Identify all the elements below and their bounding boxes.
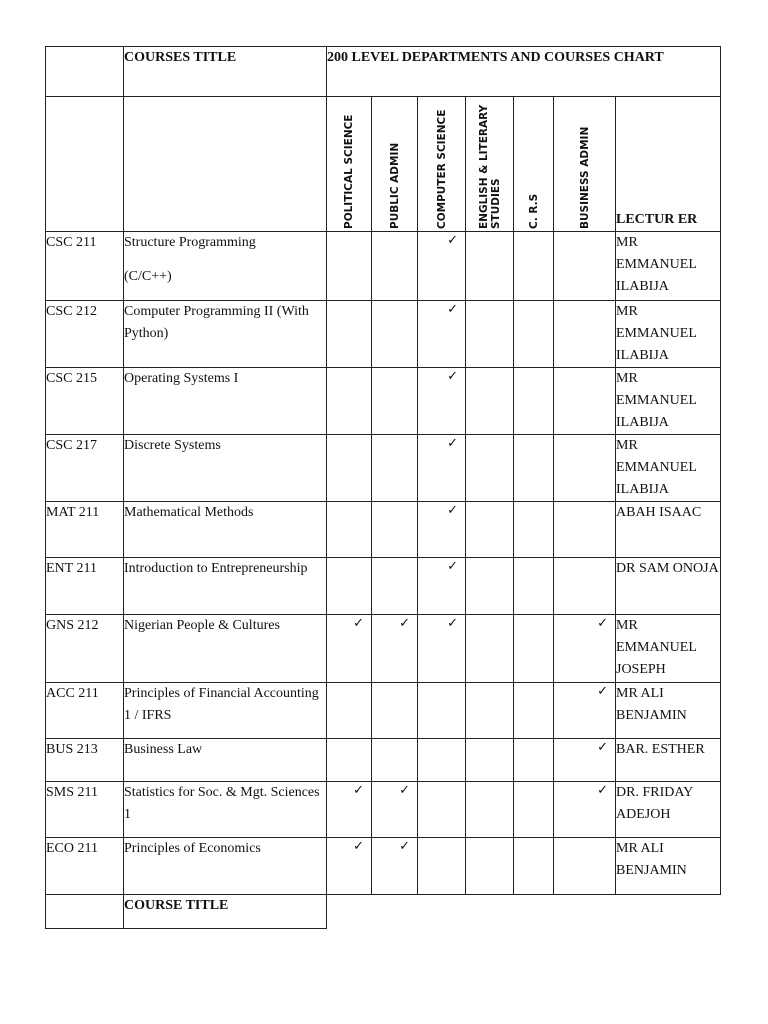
footer-row	[46, 895, 721, 929]
dept-header-crs	[514, 97, 554, 232]
dept-cell	[418, 558, 466, 615]
table-row	[46, 615, 721, 683]
dept-cell	[372, 502, 418, 558]
dept-label: ENGLISH & LITERARY STUDIES	[477, 104, 502, 229]
header-row-departments	[46, 97, 721, 232]
course-title-cell	[124, 435, 327, 502]
checkmark-icon: ✓	[447, 436, 458, 451]
checkmark-icon: ✓	[447, 503, 458, 518]
table-row	[46, 232, 721, 301]
lecturer-name: BAR. ESTHER	[616, 739, 721, 782]
dept-cell	[554, 683, 616, 739]
dept-cell	[418, 838, 466, 895]
course-code: ENT 211	[46, 558, 124, 615]
dept-cell	[514, 368, 554, 435]
course-title-cell	[124, 838, 327, 895]
dept-cell	[514, 683, 554, 739]
table-row	[46, 838, 721, 895]
dept-cell	[466, 301, 514, 368]
checkmark-icon: ✓	[597, 684, 608, 699]
dept-label: C. R.S	[527, 193, 540, 229]
course-code: CSC 212	[46, 301, 124, 368]
course-title: Principles of Financial Accounting 1 / IFRS	[124, 686, 319, 723]
dept-cell	[372, 615, 418, 683]
dept-cell	[372, 368, 418, 435]
header-row-top	[46, 47, 721, 97]
dept-label: COMPUTER SCIENCE	[435, 109, 448, 229]
lecturer-name: MR EMMANUEL JOSEPH	[616, 615, 721, 683]
course-title: Introduction to Entrepreneurship	[124, 561, 308, 576]
courses-chart-table	[45, 46, 721, 929]
dept-cell	[466, 739, 514, 782]
dept-cell	[327, 739, 372, 782]
dept-cell	[514, 558, 554, 615]
checkmark-icon: ✓	[447, 559, 458, 574]
table-row	[46, 368, 721, 435]
dept-cell	[554, 615, 616, 683]
lecturer-name: MR ALI BENJAMIN	[616, 683, 721, 739]
dept-cell	[466, 368, 514, 435]
lecturer-name: MR EMMANUEL ILABIJA	[616, 368, 721, 435]
footer-blank	[327, 895, 721, 929]
checkmark-icon: ✓	[597, 740, 608, 755]
course-title-cell	[124, 301, 327, 368]
dept-cell	[327, 615, 372, 683]
dept-cell	[372, 683, 418, 739]
checkmark-icon: ✓	[597, 616, 608, 631]
checkmark-icon: ✓	[447, 369, 458, 384]
dept-cell	[514, 502, 554, 558]
dept-cell	[466, 615, 514, 683]
dept-cell	[418, 502, 466, 558]
empty-header-cell	[46, 47, 124, 97]
dept-cell	[372, 838, 418, 895]
course-title: Structure Programming	[124, 235, 256, 250]
checkmark-icon: ✓	[597, 783, 608, 798]
dept-label: BUSINESS ADMIN	[578, 126, 591, 229]
course-title-cell	[124, 739, 327, 782]
dept-cell	[466, 232, 514, 301]
course-title-cell	[124, 502, 327, 558]
dept-cell	[327, 301, 372, 368]
checkmark-icon: ✓	[399, 616, 410, 631]
lecturer-name: DR. FRIDAY ADEJOH	[616, 782, 721, 838]
checkmark-icon: ✓	[353, 839, 364, 854]
dept-cell	[327, 232, 372, 301]
course-code: CSC 217	[46, 435, 124, 502]
dept-cell	[418, 782, 466, 838]
dept-cell	[418, 615, 466, 683]
dept-cell	[372, 782, 418, 838]
dept-cell	[418, 368, 466, 435]
dept-cell	[327, 838, 372, 895]
dept-cell	[514, 838, 554, 895]
dept-cell	[372, 739, 418, 782]
dept-header-english-literary	[466, 97, 514, 232]
dept-cell	[372, 435, 418, 502]
dept-cell	[418, 232, 466, 301]
dept-cell	[554, 502, 616, 558]
dept-cell	[466, 558, 514, 615]
dept-header-political-science	[327, 97, 372, 232]
dept-header-computer-science	[418, 97, 466, 232]
course-title: Mathematical Methods	[124, 505, 254, 520]
dept-cell	[466, 502, 514, 558]
checkmark-icon: ✓	[447, 616, 458, 631]
dept-cell	[514, 739, 554, 782]
dept-cell	[418, 739, 466, 782]
course-code: MAT 211	[46, 502, 124, 558]
dept-cell	[327, 435, 372, 502]
course-code: ACC 211	[46, 683, 124, 739]
course-code: BUS 213	[46, 739, 124, 782]
dept-cell	[372, 232, 418, 301]
course-title: Nigerian People & Cultures	[124, 618, 280, 633]
course-title: Operating Systems I	[124, 371, 239, 386]
checkmark-icon: ✓	[353, 783, 364, 798]
dept-cell	[372, 558, 418, 615]
dept-cell	[554, 782, 616, 838]
course-code: ECO 211	[46, 838, 124, 895]
course-title-cell	[124, 368, 327, 435]
dept-cell	[554, 301, 616, 368]
lecturer-name: ABAH ISAAC	[616, 502, 721, 558]
empty-header-cell	[46, 97, 124, 232]
dept-cell	[418, 435, 466, 502]
dept-cell	[554, 435, 616, 502]
dept-label: POLITICAL SCIENCE	[343, 114, 355, 229]
course-title-cell	[124, 558, 327, 615]
course-code: CSC 211	[46, 232, 124, 301]
course-title-cell	[124, 782, 327, 838]
checkmark-icon: ✓	[399, 783, 410, 798]
dept-cell	[554, 558, 616, 615]
dept-cell	[327, 683, 372, 739]
checkmark-icon: ✓	[447, 233, 458, 248]
dept-cell	[327, 782, 372, 838]
chart-title-heading: 200 LEVEL DEPARTMENTS AND COURSES CHART	[327, 47, 721, 97]
dept-cell	[514, 435, 554, 502]
dept-cell	[466, 435, 514, 502]
dept-cell	[514, 301, 554, 368]
table-row	[46, 435, 721, 502]
lecturer-heading: LECTUR ER	[616, 97, 721, 232]
checkmark-icon: ✓	[447, 302, 458, 317]
course-code: SMS 211	[46, 782, 124, 838]
table-row	[46, 782, 721, 838]
course-title: Discrete Systems	[124, 438, 221, 453]
course-title: Business Law	[124, 742, 203, 757]
dept-cell	[327, 368, 372, 435]
dept-cell	[514, 782, 554, 838]
table-row	[46, 301, 721, 368]
empty-header-cell	[124, 97, 327, 232]
dept-cell	[418, 301, 466, 368]
dept-label: PUBLIC ADMIN	[388, 142, 401, 229]
dept-cell	[466, 782, 514, 838]
course-title: Principles of Economics	[124, 841, 261, 856]
course-code: CSC 215	[46, 368, 124, 435]
table-row	[46, 683, 721, 739]
table-row	[46, 558, 721, 615]
dept-cell	[514, 615, 554, 683]
course-title-cell	[124, 232, 327, 301]
lecturer-name: MR ALI BENJAMIN	[616, 838, 721, 895]
dept-cell	[554, 739, 616, 782]
footer-course-title: COURSE TITLE	[124, 895, 327, 929]
lecturer-name: MR EMMANUEL ILABIJA	[616, 435, 721, 502]
course-code: GNS 212	[46, 615, 124, 683]
course-title-cell	[124, 615, 327, 683]
courses-title-heading: COURSES TITLE	[124, 47, 327, 97]
course-title-cell	[124, 683, 327, 739]
table-row	[46, 502, 721, 558]
checkmark-icon: ✓	[399, 839, 410, 854]
checkmark-icon: ✓	[353, 616, 364, 631]
dept-cell	[327, 558, 372, 615]
lecturer-name: DR SAM ONOJA	[616, 558, 721, 615]
dept-cell	[372, 301, 418, 368]
lecturer-name: MR EMMANUEL ILABIJA	[616, 301, 721, 368]
lecturer-name: MR EMMANUEL ILABIJA	[616, 232, 721, 301]
course-title: Computer Programming II (With Python)	[124, 304, 309, 341]
dept-cell	[554, 838, 616, 895]
dept-cell	[418, 683, 466, 739]
table-row	[46, 739, 721, 782]
dept-cell	[466, 683, 514, 739]
dept-cell	[466, 838, 514, 895]
dept-cell	[327, 502, 372, 558]
dept-cell	[554, 368, 616, 435]
empty-footer-cell	[46, 895, 124, 929]
dept-header-business-admin	[554, 97, 616, 232]
course-title: Statistics for Soc. & Mgt. Sciences 1	[124, 785, 320, 822]
dept-header-public-admin	[372, 97, 418, 232]
dept-cell	[554, 232, 616, 301]
dept-cell	[514, 232, 554, 301]
course-title-line2: (C/C++)	[124, 269, 172, 284]
